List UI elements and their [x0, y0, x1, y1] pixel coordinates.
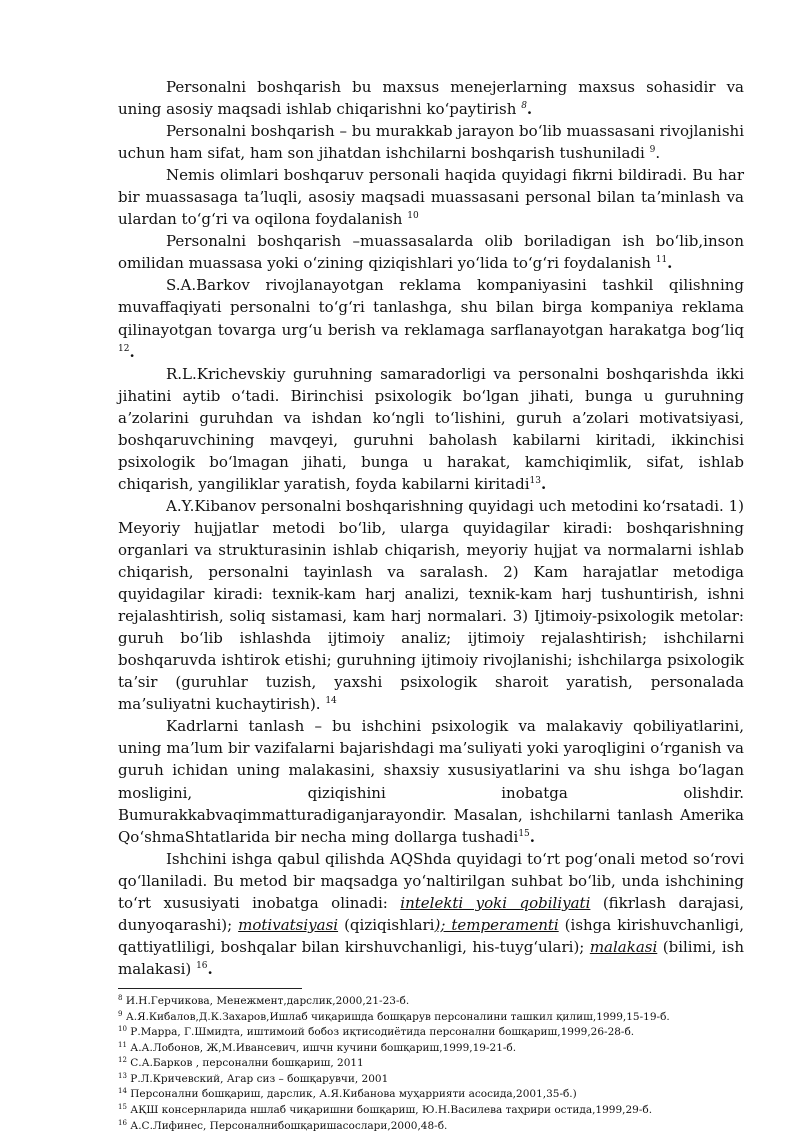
document-page [118, 76, 744, 1134]
footnote-ref: 12 [118, 343, 130, 354]
footnote [118, 1103, 744, 1119]
text-run: intelekti yoki qobiliyati [400, 893, 591, 912]
footnote-number: 11 [118, 1040, 127, 1049]
footnote-ref: 8 [521, 101, 527, 112]
paragraph [118, 164, 744, 230]
text-run: ); temperamenti [434, 915, 559, 934]
footnote [118, 1041, 744, 1057]
footnote-number: 14 [118, 1087, 127, 1096]
text-run: . [207, 959, 213, 978]
body-text [118, 76, 744, 980]
footnote-text: А.А.Лобонов, Ж,М.Ивансевич, ишчн кучини бошқариш,1999,19-21-б. [130, 1041, 517, 1054]
footnote-text: И.Н.Герчикова, Менежмент,дарслик,2000,21-23-б. [125, 994, 410, 1007]
text-run: (qiziqishlari [338, 915, 435, 934]
paragraph [118, 715, 744, 847]
footnote-ref: 14 [325, 696, 337, 707]
footnote-text: А.С.Лифинес, Персоналнибошқаришасослари,2000,48-б. [130, 1119, 448, 1132]
text-run: Personalni boshqarish bu maxsus menejerlarning maxsus sohasidir va uning asosiy maqsadi ishlab chiqarishni koʻpaytirish [118, 78, 744, 119]
text-run: A.Y.Kibanov personalni boshqarishning quyidagi uch metodini koʻrsatadi. 1) Meyoriy hujjatlar metodi boʻlib, ularga quyidagilar kiradi: boshqarishning organlari va strukturasinin ishlab chiqarish, meyoriy hujjat va normalarni ishlab chiqarish, personalni tayinlash va saralash. 2) Kam harajatlar metodiga quyidagilar kiradi: texnik-kam harj analizi, texnik-kam harj tushuntirish, ishni rejalashtirish, soliq sistamasi, kam harj normalari. 3) Ijtimoiy-psixologik metolar: guruh boʻlib ishlashda ijtimoiy analiz; ijtimoiy rejalashtirish; ishchilarni boshqaruvda ishtirok etishi; guruhning ijtimoiy rivojlanishi; ishchilarga psixologik taʼsir (guruhlar tuzish, yaxshi psixologik sharoit yaratish, personalada maʼsuliyatni kuchaytirish). [118, 496, 744, 714]
paragraph [118, 120, 744, 164]
footnote [118, 1072, 744, 1088]
footnote-number: 9 [118, 1009, 123, 1018]
footnote [118, 1056, 744, 1072]
footnote-ref: 16 [196, 960, 208, 971]
text-run: . [655, 144, 661, 163]
footnote [118, 1010, 744, 1026]
footnote-number: 8 [118, 993, 123, 1002]
footnote-number: 15 [118, 1103, 127, 1112]
text-run: motivatsiyasi [238, 915, 339, 934]
paragraph [118, 848, 744, 980]
footnote-ref: 15 [518, 828, 530, 839]
footnote-ref: 13 [529, 475, 541, 486]
text-run: (fikrlash darajasi, dunyoqarashi); [118, 893, 744, 934]
paragraph [118, 363, 744, 495]
text-run: (bilimi, ish malakasi) [118, 937, 745, 978]
footnote [118, 1119, 744, 1134]
footnote [118, 1087, 744, 1103]
text-run: (ishga kirishuvchanligi, qattiyatliligi, boshqalar bilan kirshuvchanligi, his-tuygʻulari); [118, 915, 744, 956]
text-run: Nemis olimlari boshqaruv personali haqida quyidagi fikrni bildiradi. Bu har bir muassasaga taʼluqli, asosiy maqsadi muassasani personal bilan taʼminlash va ulardan toʻgʻri va oqilona foydalanish [118, 166, 744, 229]
footnote-ref: 11 [655, 255, 668, 266]
footnote-number: 13 [118, 1071, 127, 1080]
footnote-text: АҚШ консернларида ншлаб чиқаришни бошқариш, Ю.Н.Василева таҳрири остида,1999,29-б. [130, 1104, 653, 1117]
text-run: Personalni boshqarish –muassasalarda olib boriladigan ish boʻlib,inson omilidan muassasa yoki oʻzining qiziqishlari yoʻlida toʻgʻri foydalanish [118, 232, 744, 273]
text-run: Ishchini ishga qabul qilishda AQShda quyidagi toʻrt pogʻonali metod soʻrovi qoʻllaniladi. Bu metod bir maqsadga yoʻnaltirilgan suhbat boʻlib, unda ishchining toʻrt xususiyati inobatga olinadi: [118, 849, 744, 912]
footnote [118, 994, 744, 1010]
paragraph [118, 274, 744, 362]
text-run: . [529, 827, 536, 846]
paragraph [118, 230, 744, 274]
footnote-text: С.А.Барков , персонални бошқариш, 2011 [130, 1057, 364, 1070]
footnote-text: Р.Л.Кричевский, Агар сиз – бошқарувчи, 2001 [130, 1072, 389, 1085]
text-run: S.A.Barkov rivojlanayotgan reklama kompaniyasini tashkil qilishning muvaffaqiyati personalni toʻgʻri tanlashga, shu bilan birga kompaniya reklama qilinayotgan tovarga urgʻu berish va reklamaga sarflanayotgan harakatga bogʻliq [118, 276, 744, 339]
footnotes [118, 994, 744, 1134]
footnote-text: А.Я.Кибалов,Д.К.Захаров,Ишлаб чиқаришда бошқарув персоналини ташкил қилиш,1999,15-19-б. [125, 1010, 670, 1023]
text-run: . [526, 100, 533, 119]
footnote [118, 1025, 744, 1041]
footnote-number: 16 [118, 1118, 127, 1127]
footnote-number: 12 [118, 1056, 127, 1065]
text-run: R.L.Krichevskiy guruhning samaradorligi va personalni boshqarishda ikki jihatini aytib oʻtadi. Birinchisi psixologik boʻlgan jihati, bunga u guruhning aʼzolarini guruhdan va ishdan koʻngli toʻlishini, guruh aʼzolari motivatsiyasi, boshqaruvchining mavqeyi, guruhni baholash kabilarni kiritadi, ikkinchisi psixologik boʻlmagan jihati, bunga u harakat, kamchiqimlik, sifat, ishlab chiqarish, yangiliklar yaratish, foyda kabilarni kiritadi [118, 364, 744, 493]
text-run: malakasi [589, 937, 658, 956]
footnote-text: Р.Марра, Г.Шмидта, иштимоий бобоз иқтисодиётида персонални бошқариш,1999,26-28-б. [130, 1026, 635, 1039]
footnote-ref: 10 [407, 211, 419, 222]
paragraph [118, 76, 744, 120]
text-run: Kadrlarni tanlash – bu ishchini psixologik va malakaviy qobiliyatlarini, uning maʼlum bir vazifalarni bajarishdagi maʼsuliyati yoki yaroqligini oʻrganish va guruh ichidan uning malakasini, shaxsiy xususiyatlarini va shu ishga boʻlagan mosligini, qiziqishini inobatga olishdir. Bumurakkabvaqimmatturadiganjarayondir. Masalan, ishchilarni tanlash Amerika QoʻshmaShtatlarida bir necha ming dollarga tushadi [118, 717, 744, 846]
text-run: . [129, 342, 135, 361]
footnote-ref: 9 [649, 145, 656, 156]
text-run: . [540, 474, 547, 493]
footnote-text: Персонални бошқариш, дарслик, А.Я.Кибанова муҳаррияти асосида,2001,35-б.) [130, 1088, 577, 1101]
text-run: Personalni boshqarish – bu murakkab jarayon boʻlib muassasani rivojlanishi uchun ham sifat, ham son jihatdan ishchilarni boshqarish tushuniladi [118, 122, 744, 163]
text-run: . [667, 254, 673, 273]
paragraph [118, 495, 744, 715]
footnote-separator [118, 988, 302, 989]
footnote-number: 10 [118, 1025, 127, 1034]
